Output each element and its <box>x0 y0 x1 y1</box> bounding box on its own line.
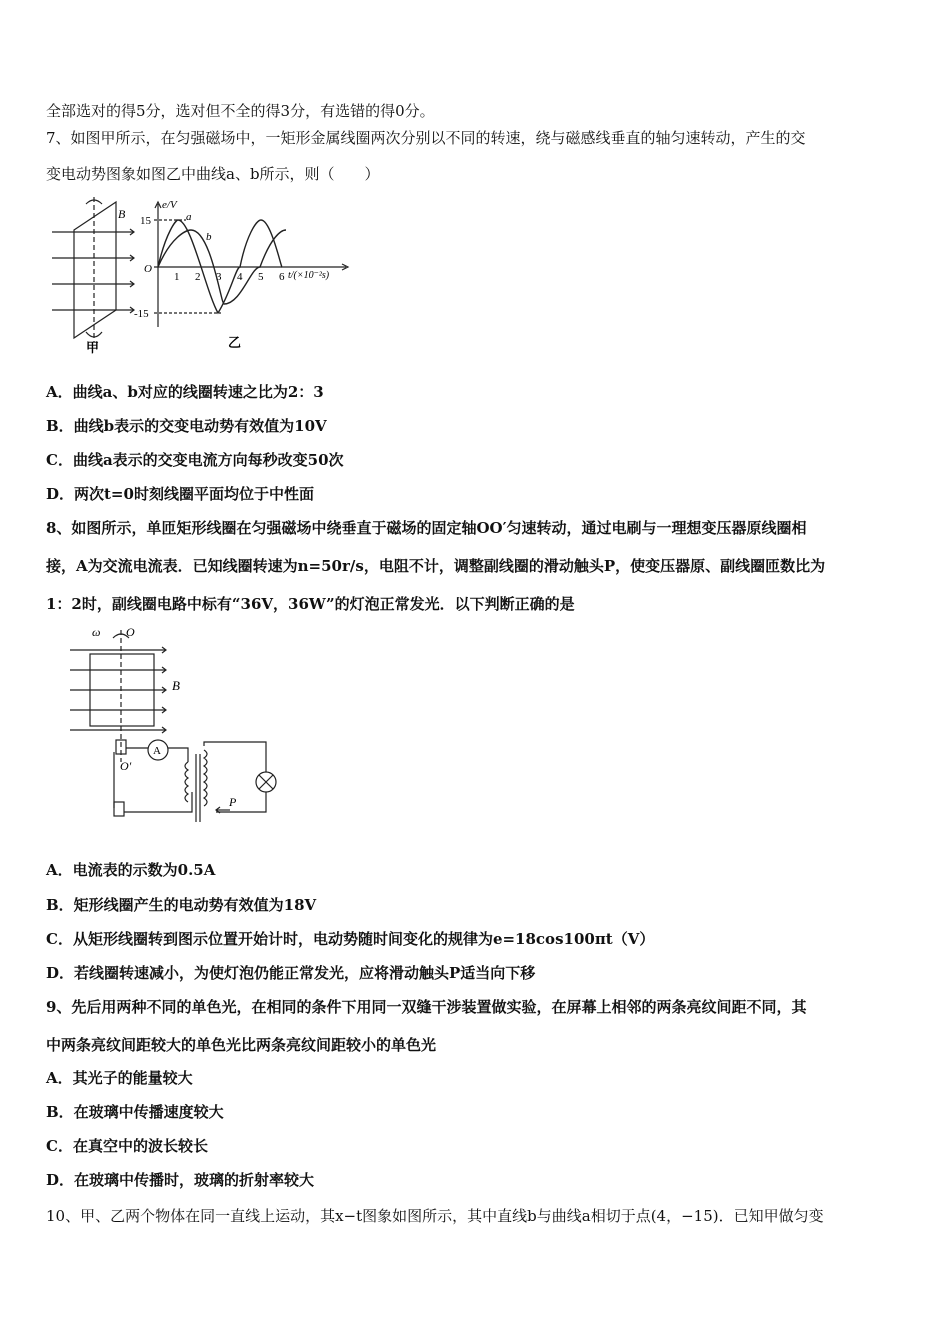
q7-x-tick-4: 4 <box>237 271 243 283</box>
q8-option-a: A．电流表的示数为0.5A <box>46 861 216 879</box>
q8-option-c: C．从矩形线圈转到图示位置开始计时，电动势随时间变化的规律为e=18cos100πt（V） <box>46 930 655 948</box>
q7-x-tick-5: 5 <box>258 271 264 283</box>
q7-curve-b-label: b <box>206 231 212 243</box>
q8-option-d: D．若线圈转速减小，为使灯泡仍能正常发光，应将滑动触头P适当向下移 <box>46 964 536 982</box>
q10-stem-line1: 10、甲、乙两个物体在同一直线上运动，其x−t图象如图所示，其中直线b与曲线a相切于点(4，−15)．已知甲做匀变 <box>46 1207 824 1225</box>
q7-y-tick-pos: 15 <box>140 215 151 227</box>
q8-label-a: A <box>153 745 161 757</box>
q8-magnetic-field-lines <box>70 647 166 733</box>
q7-figure-yi <box>154 202 348 327</box>
q8-label-o: O <box>126 625 135 639</box>
q7-curve-a-label: a <box>186 211 192 223</box>
q7-x-axis-label: t/(×10⁻²s) <box>288 270 330 281</box>
q8-secondary-coil <box>204 750 207 806</box>
q8-label-omega: ω <box>92 625 101 639</box>
q7-option-b: B．曲线b表示的交变电动势有效值为10V <box>46 417 327 435</box>
q7-origin-label: O <box>144 263 152 275</box>
q9-stem-line1: 9、先后用两种不同的单色光，在相同的条件下用同一双缝干涉装置做实验，在屏幕上相邻的两条亮纹间距不同，其 <box>46 998 807 1016</box>
q7-label-yi: 乙 <box>228 335 242 350</box>
q9-option-a: A．其光子的能量较大 <box>46 1069 193 1087</box>
q7-option-d: D．两次t=0时刻线圈平面均位于中性面 <box>46 485 314 503</box>
q7-label-b-field: B <box>118 207 126 221</box>
q7-y-axis-label: e/V <box>162 199 177 211</box>
q8-label-b: B <box>172 678 180 693</box>
q7-y-tick-neg: -15 <box>134 308 149 320</box>
q7-figure <box>46 192 366 357</box>
q9-option-b: B．在玻璃中传播速度较大 <box>46 1103 224 1121</box>
q9-option-c: C．在真空中的波长较长 <box>46 1137 208 1155</box>
q7-x-tick-6: 6 <box>279 271 285 283</box>
q9-stem-line2: 中两条亮纹间距较大的单色光比两条亮纹间距较小的单色光 <box>46 1036 437 1054</box>
q7-option-c: C．曲线a表示的交变电流方向每秒改变50次 <box>46 451 344 469</box>
q7-stem-line2: 变电动势图象如图乙中曲线a、b所示，则（ ） <box>46 165 380 183</box>
q8-stem-line3: 1：2时，副线圈电路中标有“36V，36W”的灯泡正常发光．以下判断正确的是 <box>46 595 575 613</box>
q7-label-jia: 甲 <box>86 340 100 355</box>
q7-stem-line1: 7、如图甲所示，在匀强磁场中，一矩形金属线圈两次分别以不同的转速，绕与磁感线垂直的轴匀速转动，产生的交 <box>46 129 806 147</box>
q9-option-d: D．在玻璃中传播时，玻璃的折射率较大 <box>46 1171 315 1189</box>
q8-label-o-prime: O′ <box>120 759 132 773</box>
q8-figure <box>66 622 296 837</box>
q7-option-a: A．曲线a、b对应的线圈转速之比为2：3 <box>46 383 324 401</box>
q7-x-tick-1: 1 <box>174 271 180 283</box>
intro-line: 全部选对的得5分，选对但不全的得3分，有选错的得0分。 <box>46 102 435 120</box>
q7-x-tick-2: 2 <box>195 271 201 283</box>
q8-stem-line1: 8、如图所示，单匝矩形线圈在匀强磁场中绕垂直于磁场的固定轴OO′匀速转动，通过电刷与一理想变压器原线圈相 <box>46 519 807 537</box>
q8-label-p: P <box>229 795 237 809</box>
q8-option-b: B．矩形线圈产生的电动势有效值为18V <box>46 896 317 914</box>
q8-stem-line2: 接，A为交流电流表．已知线圈转速为n=50r/s，电阻不计，调整副线圈的滑动触头P，使变压器原、副线圈匝数比为 <box>46 557 826 575</box>
q8-primary-coil <box>185 762 188 802</box>
q7-x-tick-3: 3 <box>216 271 222 283</box>
